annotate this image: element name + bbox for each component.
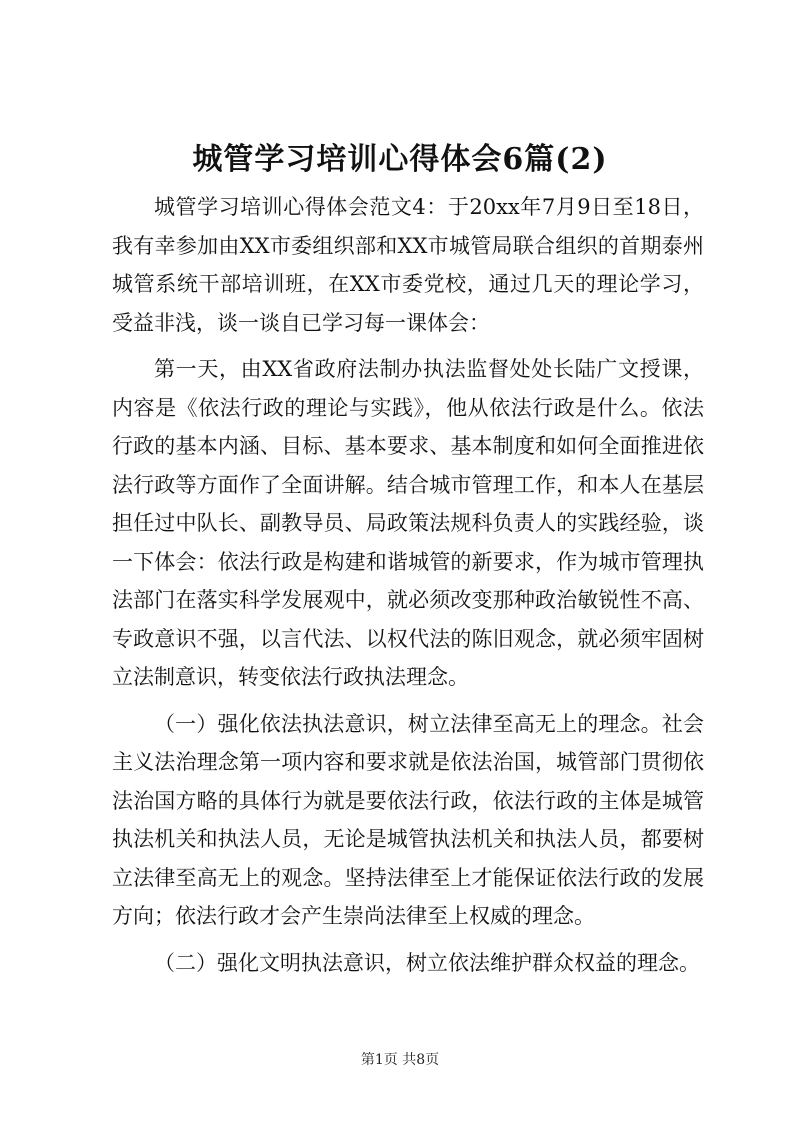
- paragraph-point-two: （二）强化文明执法意识，树立依法维护群众权益的理念。: [154, 950, 700, 975]
- paragraph-intro: 城管学习培训心得体会范文4：于20xx年7月9日至18日，我有幸参加由XX市委组织部和XX市城管局联合组织的首期泰州城管系统干部培训班，在XX市委党校，通过几天的理论学习，受益非浅，谈一谈自已学习每一课体会：: [112, 195, 704, 335]
- paragraph-point-one: （一）强化依法执法意识，树立法律至高无上的理念。社会主义法治理念第一项内容和要求就是依法治国，城管部门贯彻依法治国方略的具体行为就是要依法行政，依法行政的主体是城管执法机关和执法人员，无论是城管执法机关和执法人员，都要树立法律至高无上的观念。坚持法律至上才能保证依法行政的发展方向；依法行政才会产生崇尚法律至上权威的理念。: [112, 711, 704, 928]
- document-title: 城管学习培训心得体会6篇(2): [192, 142, 608, 177]
- document-body: [112, 188, 704, 990]
- paragraph-day-one: 第一天，由XX省政府法制办执法监督处处长陆广文授课，内容是《依法行政的理论与实践》，他从依法行政是什么。依法行政的基本内涵、目标、基本要求、基本制度和如何全面推进依法行政等方面作了全面讲解。结合城市管理工作，和本人在基层担任过中队长、副教导员、局政策法规科负责人的实践经验，谈一下体会：依法行政是构建和谐城管的新要求，作为城市管理执法部门在落实科学发展观中，就必须改变那种政治敏锐性不高、专政意识不强，以言代法、以权代法的陈旧观念，就必须牢固树立法制意识，转变依法行政执法理念。: [112, 357, 704, 689]
- page-number-footer: 第1页 共8页: [360, 1052, 440, 1068]
